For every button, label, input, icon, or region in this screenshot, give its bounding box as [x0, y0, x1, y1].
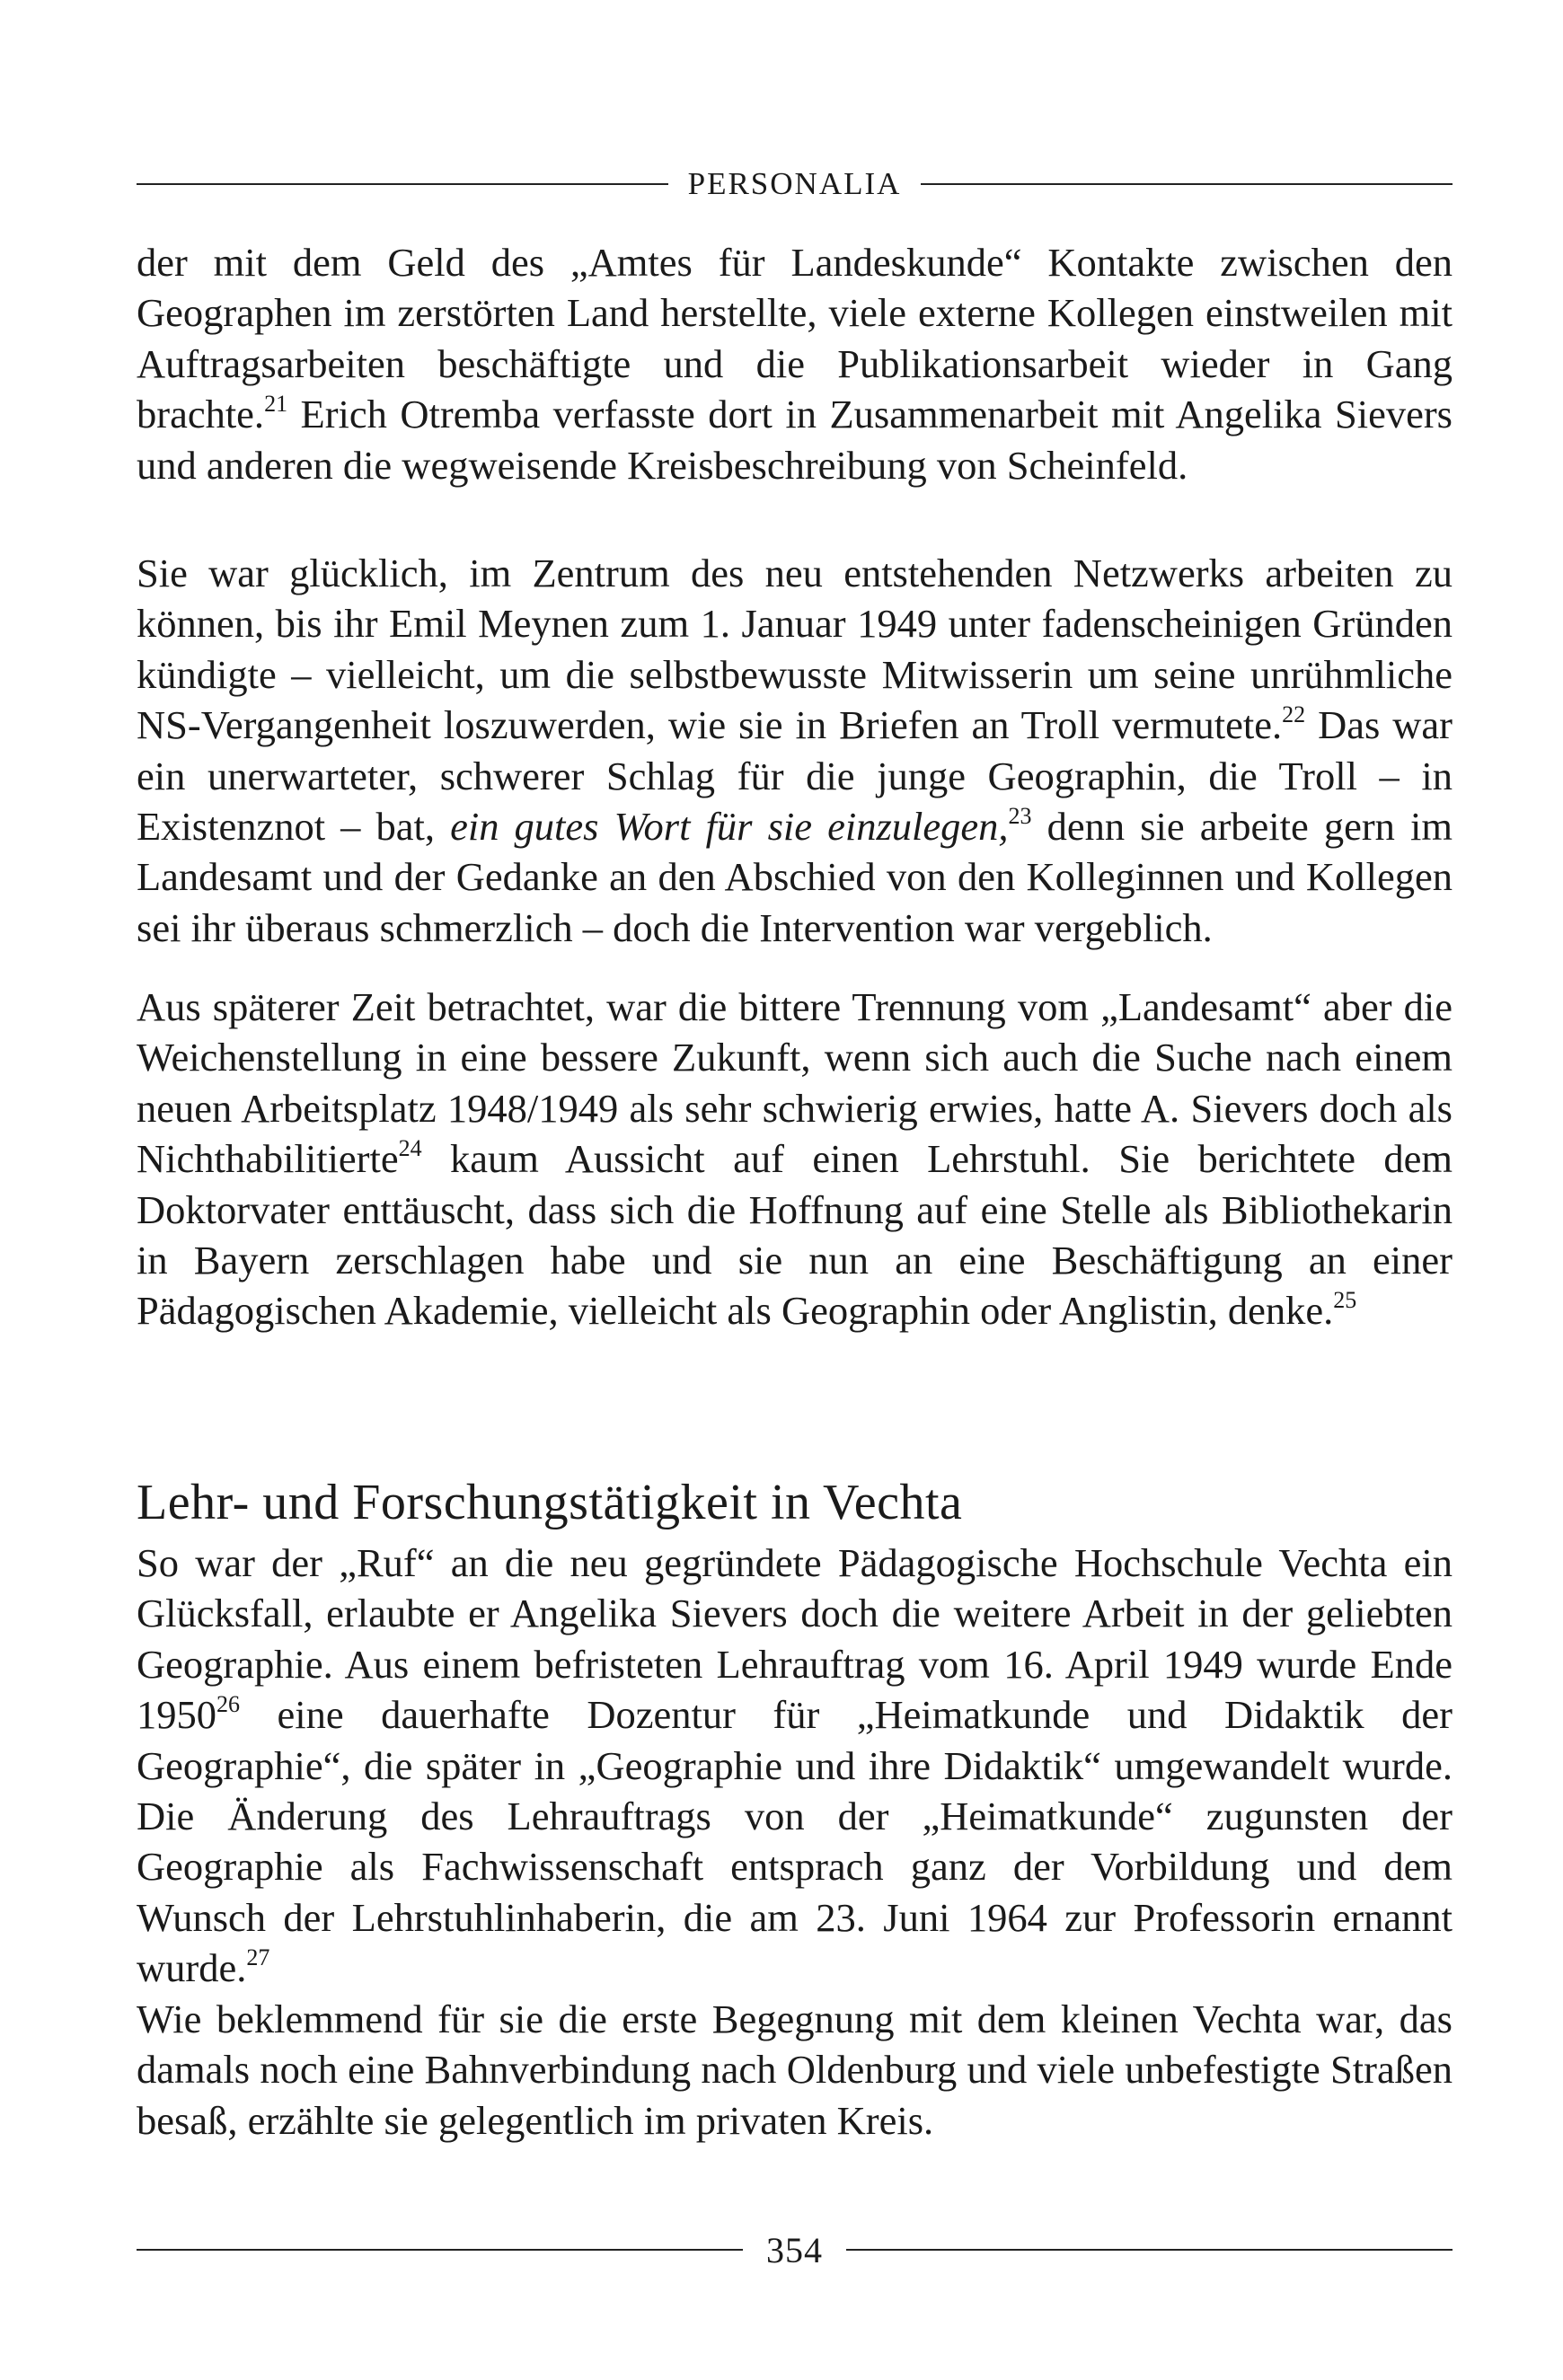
running-head: [137, 162, 1453, 207]
footnote-ref-26[interactable]: 26: [216, 1691, 240, 1718]
text-run: So war der „Ruf“ an die neu gegründete Pädagogische Hochschule Vechta ein Glücksfall, erlaubte er Angelika Sievers doch die weitere Arbeit in der geliebten Geographie. Aus einem befristeten Lehrauftrag vom 16. April 1949 wurde Ende 1950: [137, 1540, 1453, 1738]
footnote-ref-24[interactable]: 24: [398, 1135, 422, 1162]
footer-rule-left: [137, 2249, 743, 2251]
paragraph-1: [137, 237, 1453, 490]
text-run: Das war ein unerwarteter, schwerer Schlag für die junge Geographin, die Troll – in Existenznot – bat,: [137, 702, 1453, 850]
text-run: kaum Aussicht auf einen Lehrstuhl. Sie berichtete dem Doktorvater enttäuscht, dass sich die Hoffnung auf eine Stelle als Bibliothekarin in Bayern zerschlagen habe und sie nun an eine Beschäftigung an einer Pädagogischen Akademie, vielleicht als Geographin oder Anglistin, denke.: [137, 1136, 1453, 1334]
paragraph-4-text: [137, 1538, 1453, 1994]
text-run: Aus späterer Zeit betrachtet, war die bittere Trennung vom „Landesamt“ aber die Weichenstellung in eine bessere Zukunft, wenn sich auch die Suche nach einem neuen Arbeitsplatz 1948/1949 als sehr schwierig erwies, hatte A. Sievers doch als Nichthabilitierte: [137, 984, 1453, 1182]
text-run: Sie war glücklich, im Zentrum des neu entstehenden Netzwerks arbeiten zu können, bis ihr Emil Meynen zum 1. Januar 1949 unter fadenscheinigen Gründen kündigte – vielleicht, um die selbstbewusste Mitwisserin um seine unrühmliche NS-Vergangenheit loszuwerden, wie sie in Briefen an Troll vermutete.: [137, 551, 1453, 748]
paragraph-5-text: [137, 1994, 1453, 2146]
paragraph-2: [137, 548, 1453, 953]
text-run: Erich Otremba verfasste dort in Zusammenarbeit mit Angelika Sievers und anderen die wegweisende Kreisbeschreibung von Scheinfeld.: [137, 392, 1453, 488]
paragraph-2-text: [137, 548, 1453, 953]
paragraph-1-text: [137, 237, 1453, 490]
section-heading: Lehr- und Forschungstätigkeit in Vechta: [137, 1475, 963, 1530]
paragraph-5: [137, 1994, 1453, 2146]
header-rule-right: [921, 183, 1453, 185]
header-rule-left: [137, 183, 668, 185]
page-footer: [137, 2227, 1453, 2272]
paragraph-4: [137, 1538, 1453, 1994]
running-title: PERSONALIA: [687, 166, 902, 201]
text-run: eine dauerhafte Dozentur für „Heimatkunde und Didaktik der Geographie“, die später in „Geographie und ihre Didaktik“ umgewandelt wurde. Die Änderung des Lehrauftrags von der „Heimatkunde“ zugunsten der Geographie als Fachwissenschaft entsprach ganz der Vorbildung und dem Wunsch der Lehrstuhlinhaberin, die am 23. Juni 1964 zur Professorin ernannt wurde.: [137, 1692, 1453, 1991]
italic-quote: ein gutes Wort für sie einzulegen,: [450, 804, 1009, 850]
footer-rule-right: [846, 2249, 1453, 2251]
footnote-ref-21[interactable]: 21: [264, 391, 288, 418]
paragraph-3: [137, 982, 1453, 1336]
text-run: Wie beklemmend für sie die erste Begegnung mit dem kleinen Vechta war, das damals noch eine Bahnverbindung nach Oldenburg und viele unbefestigte Straßen besaß, erzählte sie gelegentlich im privaten Kreis.: [137, 1997, 1453, 2143]
footnote-ref-27[interactable]: 27: [246, 1944, 270, 1971]
footnote-ref-25[interactable]: 25: [1333, 1287, 1357, 1314]
page-number: 354: [766, 2229, 823, 2270]
footnote-ref-22[interactable]: 22: [1282, 701, 1306, 728]
paragraph-3-text: [137, 982, 1453, 1336]
text-run: der mit dem Geld des „Amtes für Landeskunde“ Kontakte zwischen den Geographen im zerstörten Land herstellte, viele externe Kollegen einstweilen mit Auftragsarbeiten beschäftigte und die Publikationsarbeit wieder in Gang brachte.: [137, 240, 1453, 437]
footnote-ref-23[interactable]: 23: [1008, 803, 1032, 830]
text-run: denn sie arbeite gern im Landesamt und der Gedanke an den Abschied von den Kolleginnen und Kollegen sei ihr überaus schmerzlich – doch die Intervention war vergeblich.: [137, 804, 1453, 950]
